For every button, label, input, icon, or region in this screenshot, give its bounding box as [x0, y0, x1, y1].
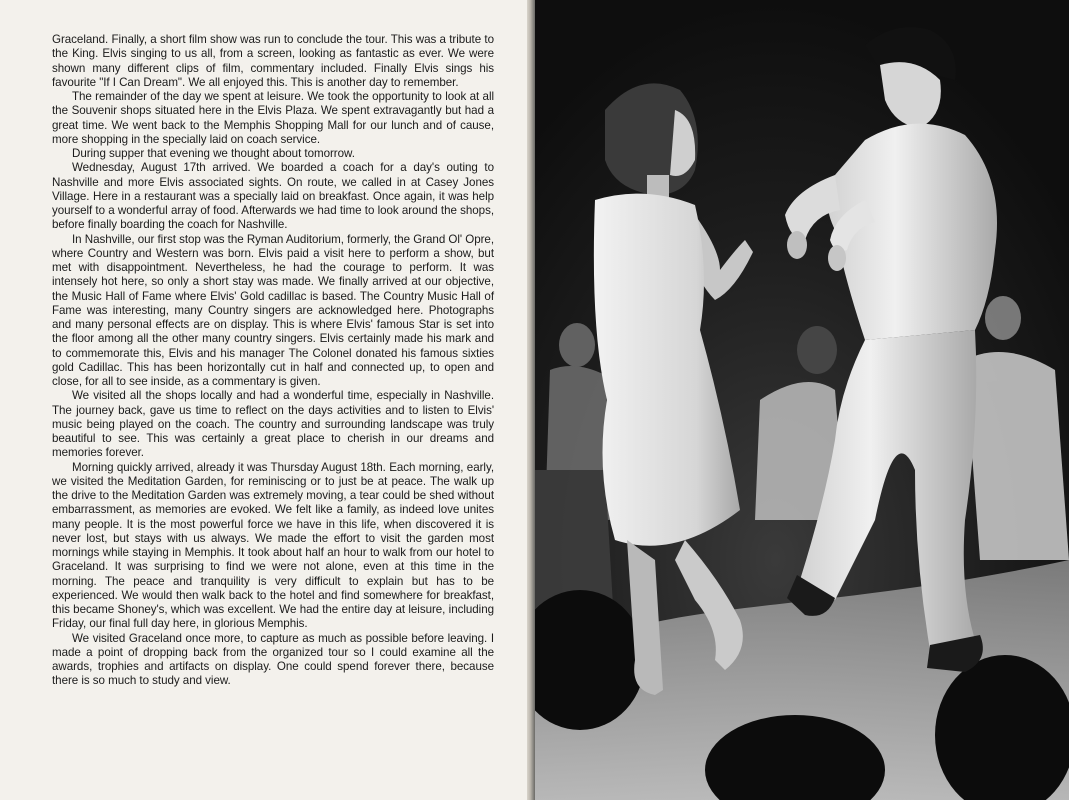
article-body — [52, 33, 494, 689]
paragraph-4: Wednesday, August 17th arrived. We boarded a coach for a day's outing to Nashville and more Elvis associated sights. On route, we called in at Casey Jones Village. Here in a restaurant was a specially laid on breakfast. Once again, it was help yourself to a wonderful array of food. Afterwards we had time to look around the shops, before finally boarding the coach for Nashville. — [52, 161, 494, 232]
dancing-couple-photo-icon — [535, 0, 1069, 800]
page-gutter — [527, 0, 535, 800]
paragraph-2: The remainder of the day we spent at leisure. We took the opportunity to look at all the Souvenir shops situated here in the Elvis Plaza. We spent extravagantly but had a great time. We went back to the Memphis Shopping Mall for our lunch and of cause, more shopping in the specially laid on coach service. — [52, 90, 494, 146]
left-page — [0, 0, 527, 800]
paragraph-8: We visited Graceland once more, to capture as much as possible before leaving. I made a point of dropping back from the organized tour so I could examine all the awards, trophies and artifacts on display. One could spend forever there, because there is so much to study and view. — [52, 631, 494, 688]
paragraph-7: Morning quickly arrived, already it was Thursday August 18th. Each morning, early, we visited the Meditation Garden, for reminiscing or to just be at peace. The walk up the drive to the Meditation Garden was extremely moving, a tear could be shed without embarrassment, as memories are evoked. We felt like a family, as indeed love unites many people. It is the most powerful force we have in this life, when discovered it is never lost, but stays with us always. We made the effort to visit the garden most mornings while staying in Memphis. It took about half an hour to walk from our hotel to Graceland. It was surprising to find we were not alone, even at this time in the morning. The peace and tranquility is very difficult to explain but has to be experienced. We would then walk back to the hotel and find somewhere for breakfast, this became Shoney's, which was excellent. We had the entire day at leisure, including Friday, our final full day here, in glorious Memphis. — [52, 460, 494, 631]
paragraph-5: In Nashville, our first stop was the Ryman Auditorium, formerly, the Grand Ol' Opre, where Country and Western was born. Elvis paid a visit here to perform a show, but met with disappointment. Nevertheless, he had the courage to perform. It was intensely hot here, so only a short stay was made. We finally arrived at our objective, the Music Hall of Fame where Elvis' Gold cadillac is based. The Country Music Hall of Fame was interesting, many Country singers are acknowledged here. Photographs and many personal effects are on display. This is where Elvis' famous Star is set into the floor among all the other many country singers. Elvis certainly made his mark and to commemorate this, Elvis and his manager The Colonel donated his famous sixties gold Cadillac. This has been horizontally cut in half and connected up, to open and close, for all to see inside, as a commentary is given. — [52, 232, 494, 388]
paragraph-1: Graceland. Finally, a short film show was run to conclude the tour. This was a tribute to the King. Elvis singing to us all, from a screen, looking as fantastic as ever. We were shown many different clips of film, commentary included. Finally Elvis sings his favourite "If I Can Dream". We all enjoyed this. This is another day to remember. — [52, 33, 494, 89]
paragraph-6: We visited all the shops locally and had a wonderful time, especially in Nashville. The journey back, gave us time to reflect on the days activities and to listen to Elvis' music being played on the coach. The country and surrounding landscape was truly beautiful to see. This was certainly a great place to cherish in our dreams and memories forever. — [52, 389, 494, 460]
right-page-photo — [535, 0, 1069, 800]
paragraph-3: During supper that evening we thought about tomorrow. — [72, 147, 355, 160]
